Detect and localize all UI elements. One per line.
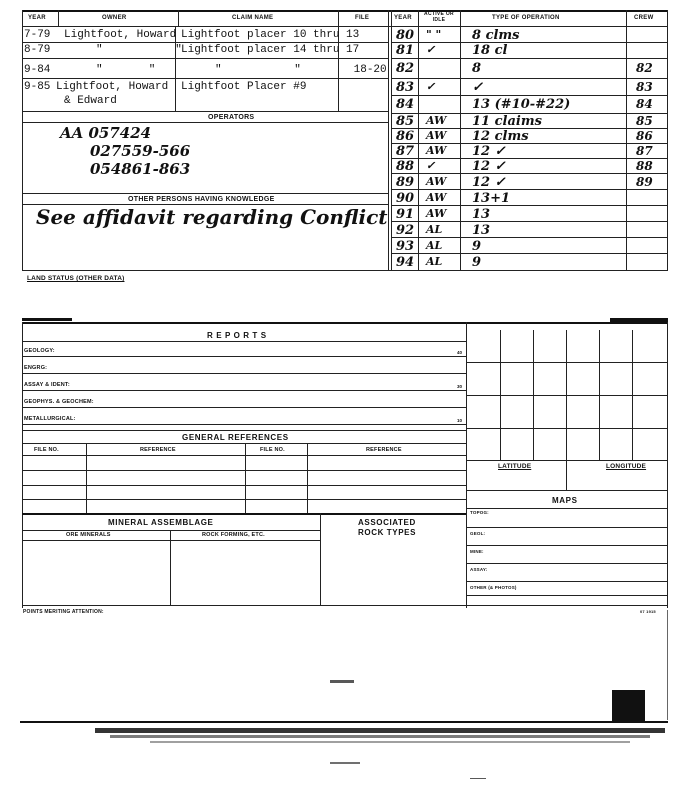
- claim-name: " " 18-20: [215, 64, 387, 76]
- col-ore-minerals: ORE MINERALS: [66, 532, 111, 538]
- activity-year: 87: [396, 144, 415, 159]
- claim-year: 9-84: [24, 64, 51, 76]
- points-meriting-attention: POINTS MERITING ATTENTION:: [23, 609, 104, 615]
- col-owner: OWNER: [102, 15, 127, 21]
- activity-crew: 89: [636, 175, 653, 189]
- activity-status: AW: [426, 207, 447, 220]
- maps-mine: MINE:: [470, 549, 484, 554]
- scan-mark: [612, 690, 645, 723]
- activity-operation: 8: [472, 61, 482, 76]
- activity-status: AW: [426, 144, 447, 157]
- maps-topog: TOPOG:: [470, 510, 489, 515]
- activity-year: 88: [396, 159, 415, 174]
- activity-crew: 86: [636, 129, 653, 143]
- report-row-number: 30: [457, 384, 463, 389]
- activity-status: AW: [426, 175, 447, 188]
- activity-year: 92: [396, 223, 415, 238]
- activity-crew: 85: [636, 114, 653, 128]
- col-reference: REFERENCE: [366, 447, 402, 453]
- claim-year: 9-85: [24, 81, 51, 93]
- claim-owner: & Edward: [64, 95, 117, 107]
- col-active-idle: ACTIVE OR IDLE: [424, 11, 454, 23]
- longitude-label: LONGITUDE: [606, 463, 647, 470]
- col-type-of-operation: TYPE OF OPERATION: [492, 15, 560, 21]
- maps-other-photos: OTHER (& PHOTOS): [470, 585, 517, 590]
- operator-line: 054861-863: [90, 160, 191, 178]
- report-row-label: METALLURGICAL:: [24, 416, 76, 422]
- activity-status: ✓: [426, 159, 436, 172]
- col-year2: YEAR: [394, 15, 412, 21]
- activity-year: 84: [396, 97, 415, 112]
- claim-owner: Lightfoot, Howard: [56, 81, 169, 93]
- associated-rock-types-1: ASSOCIATED: [358, 518, 416, 527]
- activity-operation: ✓: [472, 80, 483, 95]
- report-row-number: 10: [457, 418, 463, 423]
- activity-crew: 83: [636, 80, 653, 94]
- activity-year: 91: [396, 207, 415, 222]
- activity-year: 94: [396, 255, 415, 270]
- form-number: 07 1915: [640, 609, 656, 614]
- report-row-label: ASSAY & IDENT:: [24, 382, 70, 388]
- activity-status: AW: [426, 191, 447, 204]
- claim-year: 8-79: [24, 44, 51, 56]
- activity-crew: 87: [636, 144, 653, 158]
- activity-year: 89: [396, 175, 415, 190]
- activity-year: 80: [396, 28, 415, 43]
- operators-heading: OPERATORS: [208, 114, 255, 121]
- report-row-label: GEOPHYS. & GEOCHEM:: [24, 399, 94, 405]
- activity-year: 83: [396, 80, 415, 95]
- operator-line: 027559-566: [90, 142, 191, 160]
- knowledge-heading: OTHER PERSONS HAVING KNOWLEDGE: [128, 196, 275, 203]
- col-file-no: FILE NO.: [34, 447, 59, 453]
- activity-status: ✓: [426, 43, 436, 56]
- activity-status: AL: [426, 255, 443, 268]
- activity-status: AL: [426, 239, 443, 252]
- activity-crew: 88: [636, 159, 653, 173]
- activity-status: ✓: [426, 80, 436, 93]
- activity-operation: 12 ✓: [472, 144, 506, 159]
- claim-name: Lightfoot Placer #9: [181, 81, 307, 93]
- activity-status: AW: [426, 129, 447, 142]
- claim-owner: " ": [96, 64, 156, 76]
- activity-status: AL: [426, 223, 443, 236]
- col-reference: REFERENCE: [140, 447, 176, 453]
- activity-operation: 12 ✓: [472, 175, 506, 190]
- activity-operation: 18 cl: [472, 43, 508, 58]
- latitude-label: LATITUDE: [498, 463, 532, 470]
- activity-status: AW: [426, 114, 447, 127]
- operator-line: AA 057424: [60, 124, 152, 142]
- activity-year: 85: [396, 114, 415, 129]
- claim-name: Lightfoot placer 14 thru 17: [181, 44, 360, 56]
- col-year: YEAR: [28, 15, 46, 21]
- activity-operation: 9: [472, 255, 482, 270]
- col-file-no: FILE NO.: [260, 447, 285, 453]
- activity-operation: 13+1: [472, 191, 511, 206]
- claim-name: Lightfoot placer 10 thru 13: [181, 29, 360, 41]
- col-file: FILE: [355, 15, 370, 21]
- maps-geol: GEOL:: [470, 531, 486, 536]
- knowledge-text: See affidavit regarding Conflict: [36, 205, 388, 229]
- activity-year: 81: [396, 43, 415, 58]
- col-claim-name: CLAIM NAME: [232, 15, 274, 21]
- claim-owner: " ": [96, 44, 182, 56]
- activity-crew: 84: [636, 97, 653, 111]
- land-status-label: LAND STATUS (OTHER DATA): [27, 275, 125, 282]
- maps-assay: ASSAY:: [470, 567, 488, 572]
- activity-year: 82: [396, 61, 415, 76]
- activity-operation: 13: [472, 207, 491, 222]
- col-crew: CREW: [634, 15, 654, 21]
- claim-year: 7-79: [24, 29, 51, 41]
- activity-operation: 9: [472, 239, 482, 254]
- activity-year: 90: [396, 191, 415, 206]
- maps-heading: MAPS: [552, 496, 578, 505]
- general-references-heading: GENERAL REFERENCES: [182, 433, 289, 442]
- activity-operation: 8 clms: [472, 28, 520, 43]
- activity-operation: 12 clms: [472, 129, 529, 144]
- activity-crew: 82: [636, 61, 653, 75]
- activity-operation: 13 (#10-#22): [472, 97, 571, 112]
- activity-operation: 12 ✓: [472, 159, 506, 174]
- activity-year: 86: [396, 129, 415, 144]
- report-row-number: 40: [457, 350, 463, 355]
- activity-year: 93: [396, 239, 415, 254]
- activity-status: " ": [426, 28, 442, 41]
- activity-operation: 13: [472, 223, 491, 238]
- col-rock-forming: ROCK FORMING, ETC.: [202, 532, 265, 538]
- claim-owner: Lightfoot, Howard: [64, 29, 177, 41]
- report-row-label: ENGRG:: [24, 365, 48, 371]
- mineral-assemblage-heading: MINERAL ASSEMBLAGE: [108, 518, 214, 527]
- reports-heading: R E P O R T S: [207, 331, 267, 340]
- associated-rock-types-2: ROCK TYPES: [358, 528, 417, 537]
- activity-operation: 11 claims: [472, 114, 542, 129]
- report-row-label: GEOLOGY:: [24, 348, 55, 354]
